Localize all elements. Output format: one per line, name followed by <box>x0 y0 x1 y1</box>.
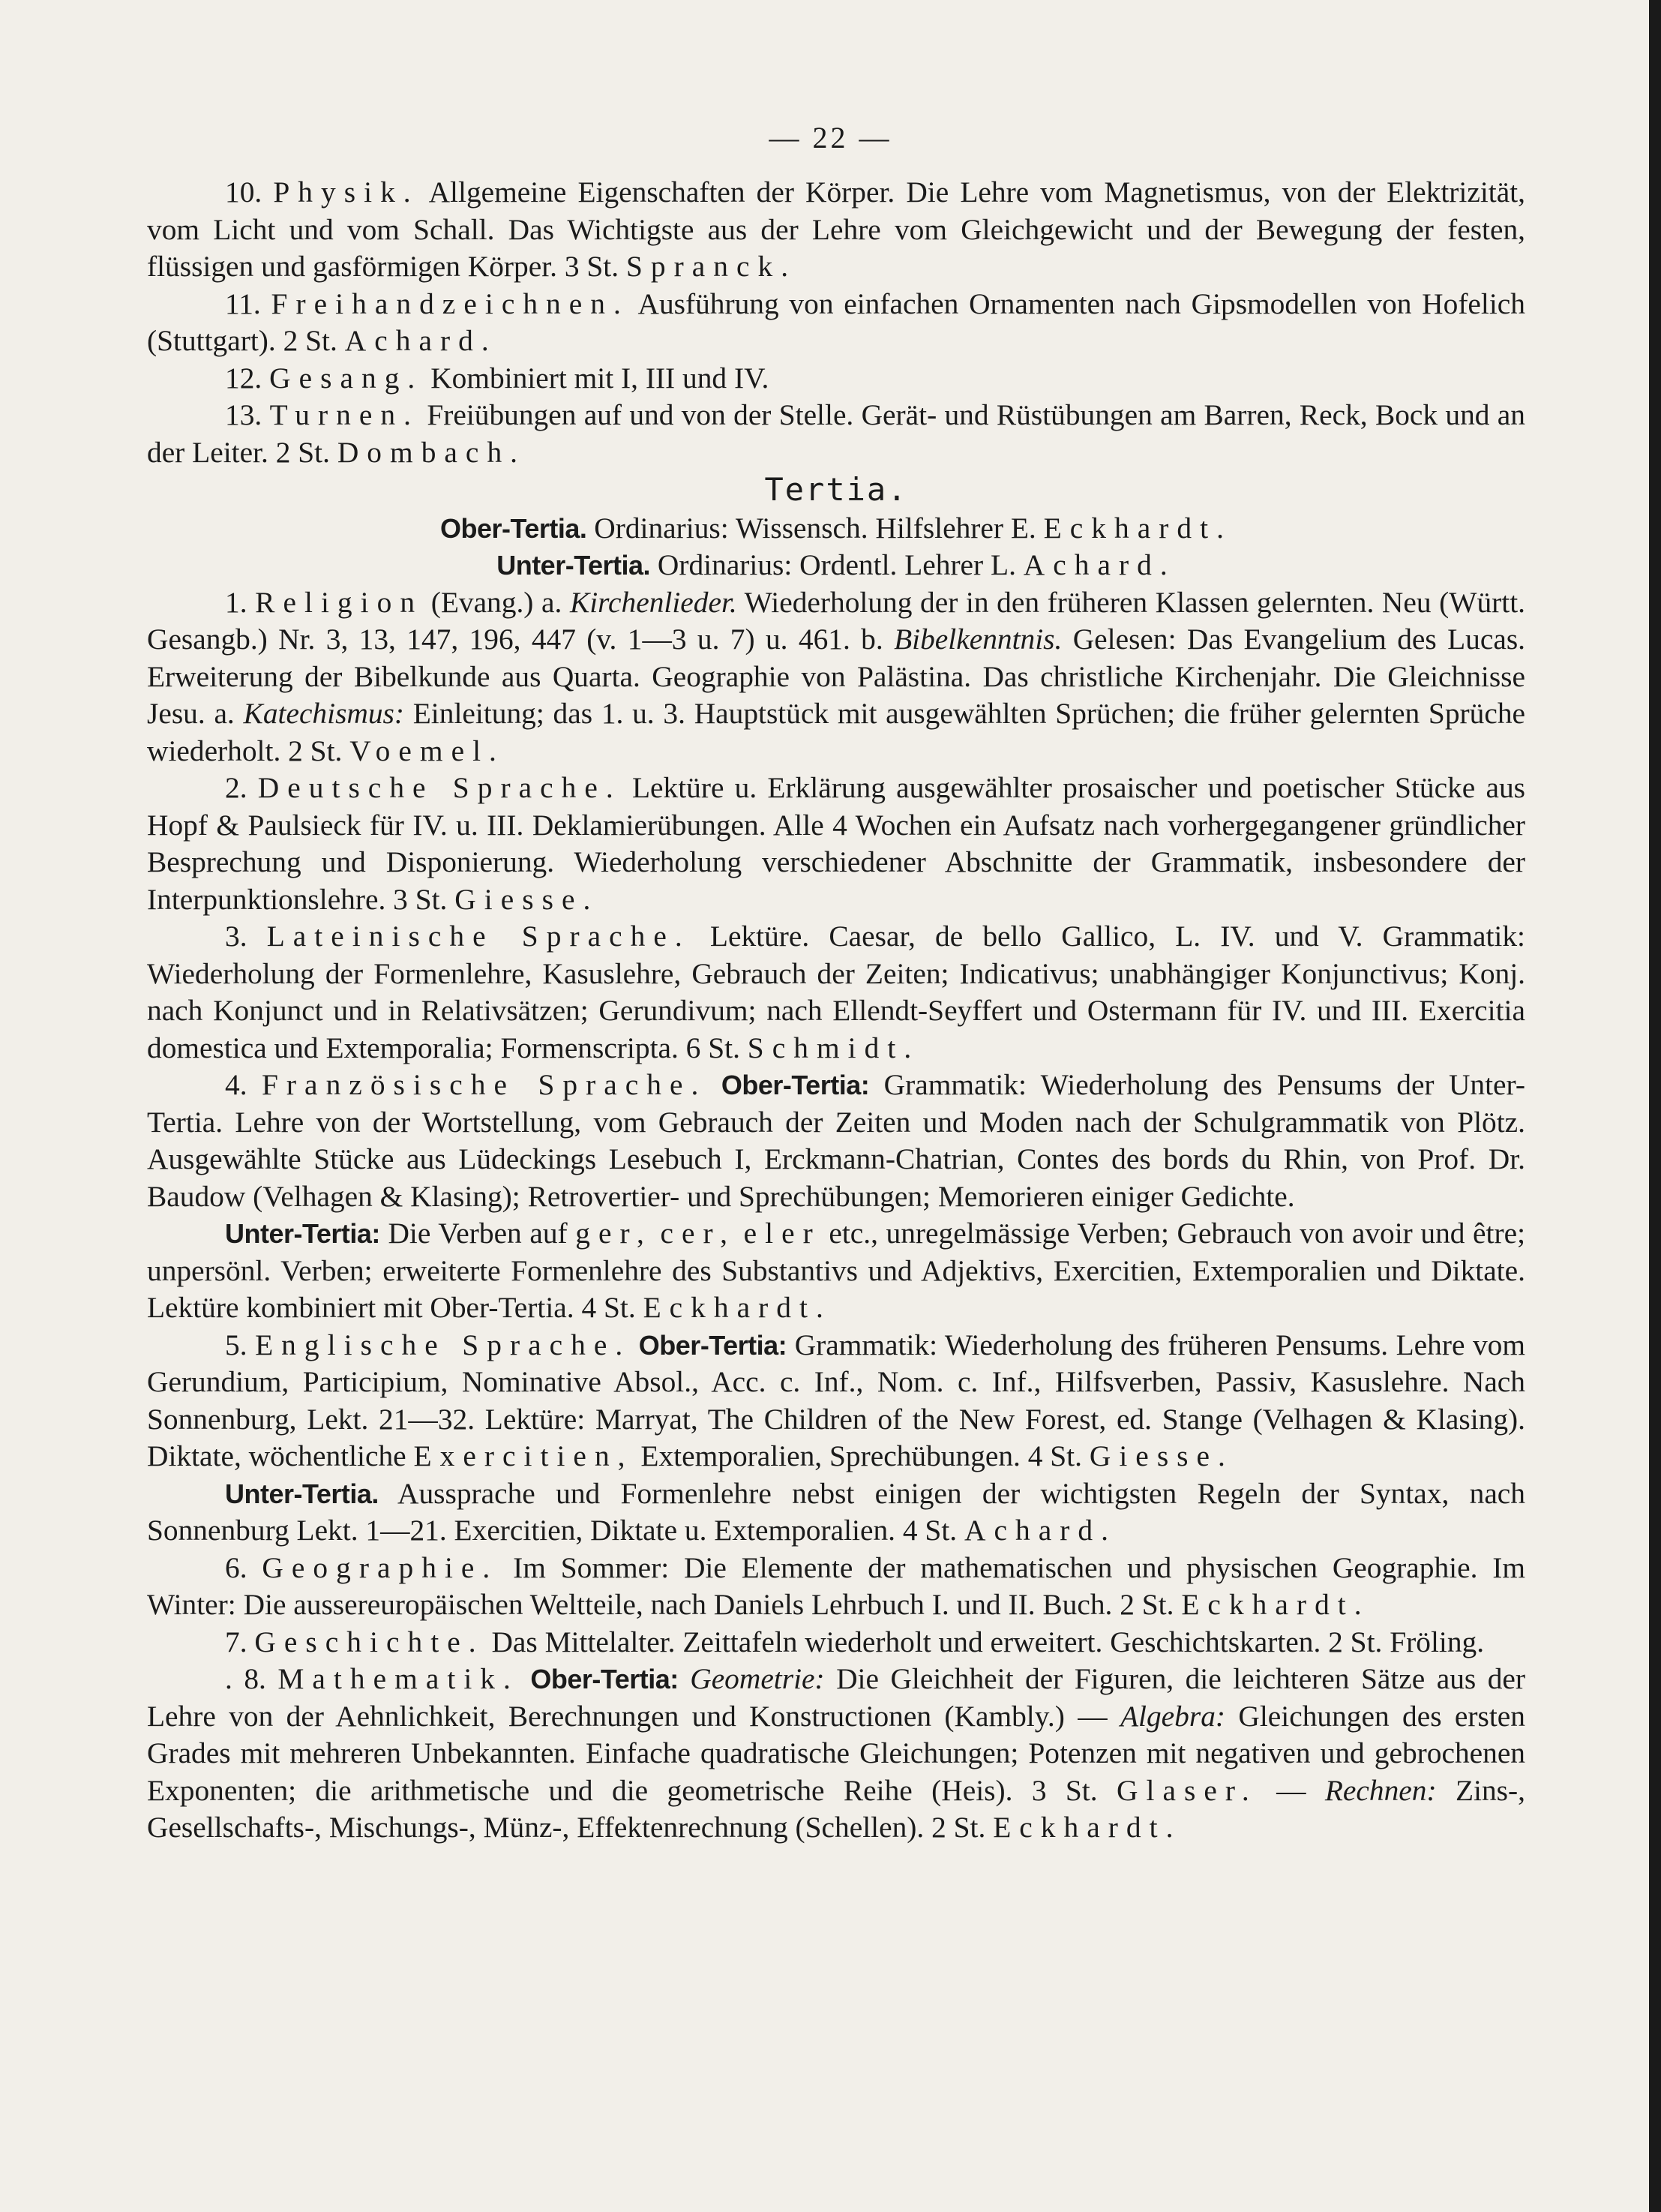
subject-text: Zins-, Gesellschafts-, Mischungs-, Münz-, Effektenrechnung (Schellen). 2 St. <box>147 1773 1525 1844</box>
subject-text: Die Verben auf <box>388 1217 568 1250</box>
subject-text: Lektüre. Caesar, de bello Gallico, L. IV. und V. Grammatik: Wiederholung der Formenlehre, Kasuslehre, Gebrauch der Zeiten; Indicativus; unabhängiger Konjunctivus; Konj. nach Konjunct und in Relativsätzen; Gerundivum; nach Ellendt-Seyffert und Ostermann für IV. und III. Exercitia domestica und Extemporalia; Formenscripta. 6 St. <box>147 920 1525 1064</box>
subject-title: Physik. <box>273 176 419 209</box>
teacher-name: Achard. <box>344 324 497 357</box>
class-label: Unter-Tertia. <box>225 1478 379 1509</box>
subject-title: Deutsche Sprache. <box>257 771 622 804</box>
subject-text: Aussprache und Formenlehre nebst einigen der wichtigsten Regeln der Syntax, nach Sonnenburg Lekt. 1—21. Exercitien, Diktate u. Extemporalien. 4 St. <box>147 1476 1525 1547</box>
item-number: 2. <box>225 771 247 804</box>
item-number: 7. <box>225 1625 247 1658</box>
subject-title: Englische Sprache. <box>255 1328 631 1361</box>
subject-text: Einleitung; das 1. u. 3. Hauptstück mit ausgewählten Sprüchen; die früher gelernten Sprüche wiederholt. 2 St. <box>147 697 1525 767</box>
subject-title: Französische Sprache. <box>261 1068 707 1101</box>
item-number: . 8. <box>225 1662 266 1695</box>
subject-title: Geographie. <box>262 1550 499 1584</box>
italic-term: Kirchenlieder. <box>569 585 737 619</box>
section-geographie <box>147 1550 1525 1624</box>
italic-term: Katechismus: <box>243 697 404 730</box>
item-number: 6. <box>225 1550 247 1584</box>
subject-text: etc., unregelmässige Verben; Gebrauch von avoir und être; unpersönl. Verben; erweiterte Formenlehre des Substantivs und Adjektivs, Exercitien, Extemporalien und Diktate. Lektüre kombiniert mit Ober-Tertia. 4 St. <box>147 1217 1526 1324</box>
subject-text: Wiederholung der in den früheren Klassen gelernten. Neu (Württ. Gesangb.) Nr. 3, 13, 147, 196, 447 (v. 1—3 u. 7) u. 461. b. <box>147 585 1525 656</box>
subject-text: Allgemeine Eigenschaften der Körper. Die Lehre vom Magnetismus, von der Elektrizität, vom Licht und vom Schall. Das Wichtigste aus der Lehre vom Gleichgewicht und der Bewegung der festen, flüssigen und gasförmigen Körper. 3 St. <box>147 176 1525 283</box>
subject-text: Grammatik: Wiederholung des Pensums der Unter-Tertia. Lehre von der Wortstellung, vom Gebrauch der Zeiten und Moden nach der Schulgrammatik von Plötz. Ausgewählte Stücke aus Lüdeckings Lesebuch I, Erckmann-Chatrian, Contes des bords du Rhin, von Prof. Dr. Baudow (Velhagen & Klasing); Retrovertier- und Sprechübungen; Memorieren einiger Gedichte. <box>147 1068 1525 1213</box>
subject-text: Grammatik: Wiederholung des früheren Pensums. Lehre vom Gerundium, Participium, Nominative Absol., Acc. c. Inf., Nom. c. Inf., Hilfsverben, Passiv, Kasuslehre. Nach Sonnenburg, Lekt. 21—32. Lektüre: Marryat, The Children of the New Forest, ed. Stange (Velhagen & Klasing). Diktate, wöchentliche <box>147 1328 1526 1472</box>
teacher-name: Giesse. <box>454 882 599 916</box>
section-freihandzeichnen <box>147 286 1525 360</box>
section-gesang <box>147 360 1525 398</box>
subject-text: Die Gleichheit der Figuren, die leichteren Sätze aus der Lehre von der Aehnlichkeit, Berechnungen und Konstructionen (Kambly.) — <box>147 1662 1526 1733</box>
scan-edge <box>1649 0 1661 2212</box>
verb-ending: ger, <box>575 1217 652 1250</box>
page-number: — 22 — <box>769 121 892 155</box>
section-mathematik <box>147 1661 1525 1847</box>
item-number: 5. <box>225 1328 247 1361</box>
section-englisch <box>147 1327 1525 1475</box>
class-label: Ober-Tertia: <box>721 1070 870 1100</box>
spaced-word: Exercitien, <box>413 1439 634 1472</box>
subject-title: Lateinische Sprache. <box>266 920 691 953</box>
subject-text: Gelesen: Das Evangelium des Lucas. Erweiterung der Bibelkunde aus Quarta. Geographie von Palästina. Das christliche Kirchenjahr. Die Gleichnisse Jesu. a. <box>147 623 1525 730</box>
dash: — <box>1276 1773 1306 1807</box>
teacher-name: Dombach. <box>337 435 526 469</box>
class-label: Ober-Tertia: <box>530 1664 679 1694</box>
teacher-name: Voemel. <box>349 734 505 767</box>
item-number: 10. <box>225 176 262 209</box>
section-religion <box>147 584 1525 770</box>
teacher-name: Eckhardt. <box>643 1291 832 1324</box>
item-number: 11. <box>225 287 261 320</box>
teacher-name: Schmidt. <box>747 1031 920 1064</box>
teacher-name: Glaser. <box>1117 1773 1258 1807</box>
subject-title: Freihandzeichnen. <box>271 287 629 320</box>
subject-text: Lektüre u. Erklärung ausgewählter prosaischer und poetischer Stücke aus Hopf & Paulsieck für IV. u. III. Deklamierübungen. Alle 4 Wochen ein Aufsatz nach vorhergegangener gründlicher Besprechung und Disponierung. Wiederholung verschiedener Abschnitte der Grammatik, insbesondere der Interpunktionslehre. 3 St. <box>147 771 1525 916</box>
item-number: 12. <box>225 361 262 395</box>
unter-tertia-ordinarius <box>147 547 1525 584</box>
section-franzoesisch-unter <box>147 1215 1525 1327</box>
subject-title: Religion <box>255 585 424 619</box>
subject-text: Gleichungen des ersten Grades mit mehreren Unbekannten. Einfache quadratische Gleichungen; Potenzen mit negativen und gebrochenen Exponenten; die arithmetische und die geometrische Reihe (Heis). 3 St. <box>147 1699 1525 1807</box>
teacher-name: Giesse. <box>1089 1439 1234 1472</box>
section-turnen <box>147 397 1525 471</box>
item-number: 3. <box>225 920 247 953</box>
teacher-name: Spranck. <box>625 250 797 283</box>
section-geschichte <box>147 1624 1525 1661</box>
italic-term: Geometrie: <box>690 1662 825 1695</box>
class-heading: Tertia. <box>764 471 908 508</box>
italic-term: Algebra: <box>1120 1699 1226 1733</box>
subject-title: Gesang. <box>269 361 424 395</box>
section-deutsch <box>147 770 1525 918</box>
verb-ending: eler <box>743 1217 821 1250</box>
item-number: 13. <box>225 398 262 431</box>
subject-text: Freiübungen auf und von der Stelle. Gerät- und Rüstübungen am Barren, Reck, Bock und an der Leiter. 2 St. <box>147 398 1525 469</box>
teacher-name: Eckhardt. <box>993 1811 1182 1844</box>
verb-ending: cer, <box>660 1217 736 1250</box>
subject-text: Extemporalien, Sprechübungen. 4 St. <box>640 1439 1082 1472</box>
subject-text: Ausführung von einfachen Ornamenten nach Gipsmodellen von Hofelich (Stuttgart). 2 St. <box>147 287 1525 357</box>
section-latein <box>147 918 1525 1067</box>
ordinarius-text: Ordinarius: Ordentl. Lehrer L. <box>657 548 1016 581</box>
class-label: Ober-Tertia: <box>638 1329 787 1361</box>
section-franzoesisch <box>147 1067 1525 1215</box>
section-englisch-unter <box>147 1475 1525 1550</box>
italic-term: Rechnen: <box>1324 1773 1437 1807</box>
class-label: Unter-Tertia. <box>496 550 651 581</box>
page-body <box>147 174 1525 1847</box>
subject-text: (Evang.) a. <box>430 585 562 619</box>
ober-tertia-ordinarius <box>147 510 1525 548</box>
item-number: 1. <box>225 585 247 619</box>
tertia-heading <box>147 471 1525 510</box>
class-label: Ober-Tertia. <box>440 512 587 544</box>
class-label: Unter-Tertia: <box>225 1218 380 1249</box>
item-number: 4. <box>225 1068 247 1101</box>
teacher-name: Achard. <box>964 1514 1117 1547</box>
subject-title: Turnen. <box>269 398 419 431</box>
subject-text: Kombiniert mit I, III und IV. <box>430 361 769 395</box>
section-physik <box>147 174 1525 286</box>
teacher-name: Eckhardt. <box>1181 1588 1370 1621</box>
teacher-name: Achard. <box>1023 548 1176 581</box>
ordinarius-text: Ordinarius: Wissensch. Hilfslehrer E. <box>594 511 1036 545</box>
italic-term: Bibelkenntnis. <box>894 623 1063 656</box>
subject-title: Mathematik. <box>277 1662 519 1695</box>
subject-text: Das Mittelalter. Zeittafeln wiederholt und erweitert. Geschichtskarten. 2 St. Fröling. <box>491 1625 1485 1658</box>
subject-title: Geschichte. <box>254 1625 484 1658</box>
subject-text: Im Sommer: Die Elemente der mathematischen und physischen Geographie. Im Winter: Die aussereuropäischen Weltteile, nach Daniels Lehrbuch I. und II. Buch. 2 St. <box>147 1550 1525 1621</box>
teacher-name: Eckhardt. <box>1043 511 1232 545</box>
